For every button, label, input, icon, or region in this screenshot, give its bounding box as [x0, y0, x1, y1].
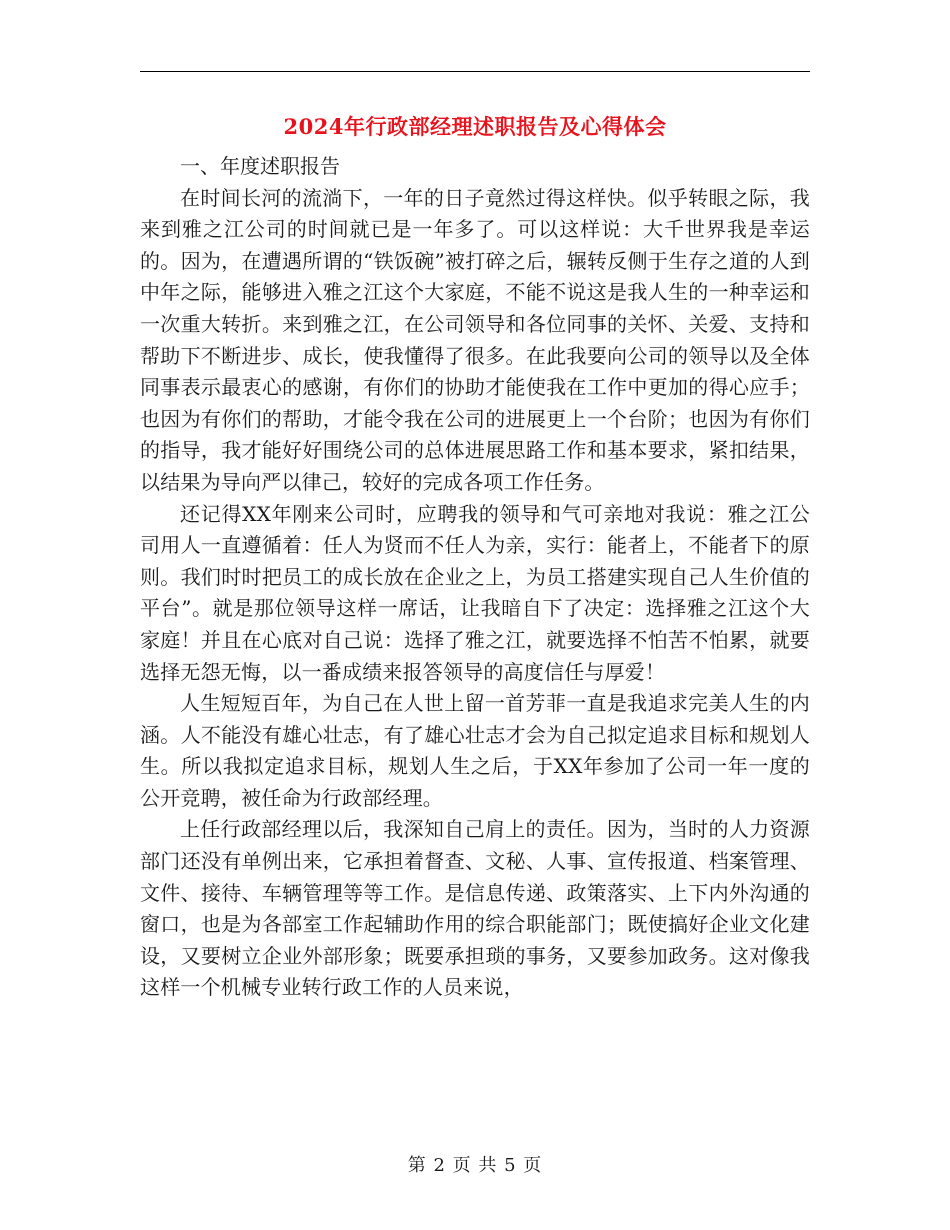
paragraph-4: 上任行政部经理以后，我深知自己肩上的责任。因为，当时的人力资源部门还没有单例出来，它承担着督查、文秘、人事、宣传报道、档案管理、文件、接待、车辆管理等等工作。是信息传递、政策落实、上下内外沟通的窗口，也是为各部室工作起辅助作用的综合职能部门；既使搞好企业文化建设，又要树立企业外部形象；既要承担琐的事务，又要参加政务。这对像我这样一个机械专业转行政工作的人员来说， — [140, 817, 810, 1000]
section-heading: 一、年度述职报告 — [180, 154, 340, 178]
paragraph-2: 还记得XX年刚来公司时，应聘我的领导和气可亲地对我说：雅之江公司用人一直遵循着：任人为贤而不任人为亲，实行：能者上，不能者下的原则。我们时时把员工的成长放在企业之上，为员工搭建实现自己人生价值的平台”。就是那位领导这样一席话，让我暗自下了决定：选择雅之江这个大家庭！并且在心底对自己说：选择了雅之江，就要选择不怕苦不怕累，就要选择无怨无悔，以一番成绩来报答领导的高度信任与厚爱！ — [140, 501, 810, 684]
document-body — [140, 151, 810, 1004]
page-number-footer: 第 2 页 共 5 页 — [407, 1155, 543, 1176]
paragraph-1: 在时间长河的流淌下，一年的日子竟然过得这样快。似乎转眼之际，我来到雅之江公司的时间就已是一年多了。可以这样说：大千世界我是幸运的。因为，在遭遇所谓的“铁饭碗”被打碎之后，辗转反侧于生存之道的人到中年之际，能够进入雅之江这个大家庭，不能不说这是我人生的一种幸运和一次重大转折。来到雅之江，在公司领导和各位同事的关怀、关爱、支持和帮助下不断进步、成长，使我懂得了很多。在此我要向公司的领导以及全体同事表示最衷心的感谢，有你们的协助才能使我在工作中更加的得心应手；也因为有你们的帮助，才能令我在公司的进展更上一个台阶；也因为有你们的指导，我才能好好围绕公司的总体进展思路工作和基本要求，紧扣结果，以结果为导向严以律己，较好的完成各项工作任务。 — [140, 185, 810, 494]
header-rule — [140, 71, 810, 72]
paragraph-3: 人生短短百年，为自己在人世上留一首芳菲一直是我追求完美人生的内涵。人不能没有雄心壮志，有了雄心壮志才会为自己拟定追求目标和规划人生。所以我拟定追求目标，规划人生之后，于XX年参加了公司一年一度的公开竞聘，被任命为行政部经理。 — [140, 691, 810, 810]
document-title: 2024年行政部经理述职报告及心得体会 — [283, 114, 667, 139]
